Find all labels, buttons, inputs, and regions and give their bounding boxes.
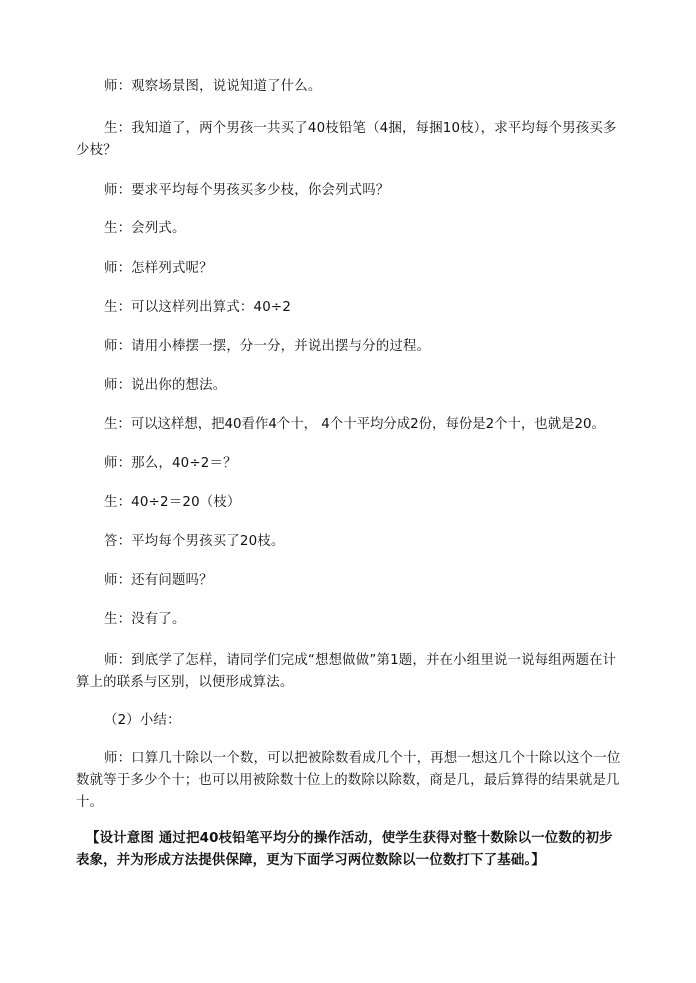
paragraph-student-know: 生：我知道了，两个男孩一共买了40枝铅笔（4捆，每捆10枝），求平均每个男孩买多少枝？ — [76, 121, 617, 158]
paragraph-teacher-then: 师：那么，40÷2＝？ — [104, 456, 237, 471]
paragraph-answer: 答：平均每个男孩买了20枝。 — [104, 534, 285, 549]
design-intent-note: 【设计意图 通过把40枝铅笔平均分的操作活动，使学生获得对整十数除以一位数的初步表象，并为形成方法提供保障，更为下面学习两位数除以一位数打下了基础。】 — [76, 831, 613, 868]
paragraph-student-answer: 生：40÷2＝20（枝） — [104, 495, 241, 510]
paragraph-teacher-exercise: 师：到底学了怎样，请同学们完成“想想做做”第1题，并在小组里说一说每组两题在计算上的联系与区别，以便形成算法。 — [76, 653, 617, 690]
paragraph-teacher-idea: 师：说出你的想法。 — [104, 378, 227, 393]
paragraph-summary-content: 师：口算几十除以一个数，可以把被除数看成几个十，再想一想这几个十除以这个一位数就等于多少个十；也可以用被除数十位上的数除以除数，商是几，最后算得的结果就是几十。 — [76, 751, 621, 810]
paragraph-teacher-observe: 师：观察场景图，说说知道了什么。 — [104, 79, 322, 94]
paragraph-student-none: 生：没有了。 — [104, 612, 186, 627]
paragraph-student-can: 生：会列式。 — [104, 221, 186, 236]
paragraph-teacher-ask-formula: 师：要求平均每个男孩买多少枝，你会列式吗？ — [104, 183, 390, 198]
paragraph-teacher-sticks: 师：请用小棒摆一摆，分一分，并说出摆与分的过程。 — [104, 339, 431, 354]
paragraph-teacher-how: 师：怎样列式呢？ — [104, 261, 213, 276]
paragraph-student-formula: 生：可以这样列出算式：40÷2 — [104, 300, 292, 315]
paragraph-teacher-question: 师：还有问题吗？ — [104, 573, 213, 588]
paragraph-student-explain: 生：可以这样想，把40看作4个十， 4个十平均分成2份，每份是2个十，也就是20。 — [104, 417, 605, 432]
paragraph-summary-heading: （2）小结： — [104, 713, 181, 728]
